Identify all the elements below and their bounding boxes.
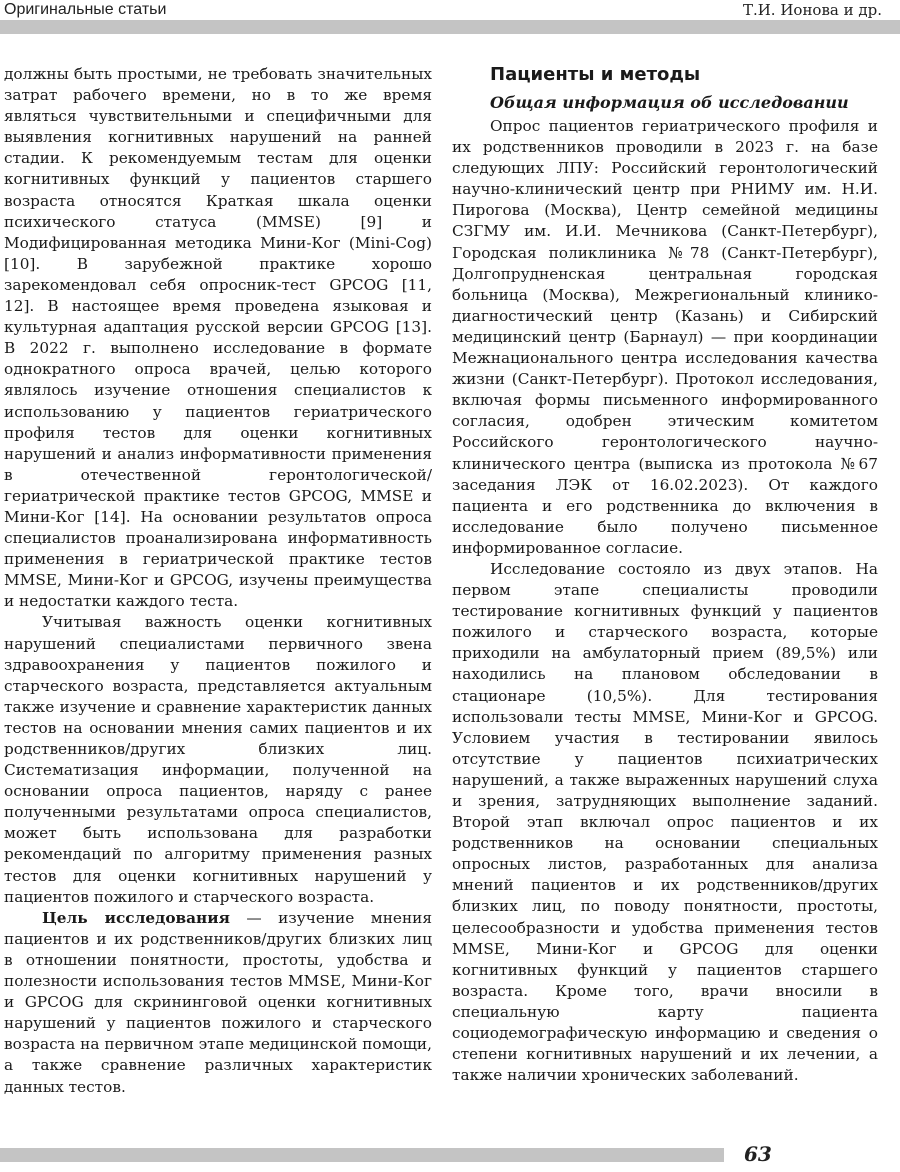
section-title: Пациенты и методы: [490, 64, 701, 85]
paragraph: должны быть простыми, не требовать значительных затрат рабочего времени, но в то же время являться чувствительными и специфичными для выявления когнитивных нарушений на ранней стадии. К рекомендуемым тестам для оценки когнитивных функций у пациентов старшего возраста относятся Краткая шкала оценки психического статуса (MMSE) [9] и Модифицированная методика Мини-Ког (Mini-Cog) [10]. В зарубежной практике хорошо зарекомендовал себя опросник-тест GPCOG [11, 12]. В настоящее время проведена языковая и культурная адаптация русской версии GPCOG [13]. В 2022 г. выполнено исследование в формате однократного опроса врачей, целью которого являлось изучение отношения специалистов к использованию у пациентов гериатрического профиля тестов для оценки когнитивных нарушений и анализ информативности применения в отечественной геронтологической/гериатрической практике тестов GPCOG, MMSE и Мини-Ког [14]. На основании результатов опроса специалистов проанализирована информативность применения в гериатрической практике тестов MMSE, Мини-Ког и GPCOG, изучены преимущества и недостатки каждого теста.: [4, 65, 432, 611]
header-bar: [0, 20, 900, 34]
footer-bar: [0, 1148, 724, 1162]
aim-text: — изучение мнения пациентов и их родственников/других близких лиц в отношении понятности, простоты, удобства и полезности использования тестов MMSE, Мини-Ког и GPCOG для скрининговой оценки когнитивных нарушений у пациентов пожилого и старческого возраста на первичном этапе медицинской помощи, а также сравнение различных характеристик данных тестов.: [4, 908, 432, 1096]
paragraph: Опрос пациентов гериатрического профиля и их родственников проводили в 2023 г. на базе следующих ЛПУ: Российский геронтологический научно-клинический центр при РНИМУ им. Н.И. Пирогова (Москва), Центр семейной медицины СЗГМУ им. И.И. Мечникова (Санкт-Петербург), Городская поликлиника №78 (Санкт-Петербург), Долгопрудненская центральная городская больница (Москва), Межрегиональный клинико-диагностический центр (Казань) и Сибирский медицинский центр (Барнаул) — при координации Межнационального центра исследования качества жизни (Санкт-Петербург). Протокол исследования, включая формы письменного информированного согласия, одобрен этическим комитетом Российского геронтологического научно-клинического центра (выписка из протокола №67 заседания ЛЭК от 16.02.2023). От каждого пациента и его родственника до включения в исследование было получено письменное информированное согласие.: [452, 117, 878, 557]
paragraph: Учитывая важность оценки когнитивных нарушений специалистами первичного звена здравоохранения у пациентов пожилого и старческого возраста, представляется актуальным также изучение и сравнение характеристик данных тестов на основании мнения самих пациентов и их родственников/других близких лиц. Систематизация информации, полученной на основании опроса пациентов, наряду с ранее полученными результатами опроса специалистов, может быть использована для разработки рекомендаций по алгоритму применения разных тестов для оценки когнитивных нарушений у пациентов пожилого и старческого возраста.: [4, 613, 432, 906]
aim-lead: Цель исследования: [42, 908, 230, 927]
subsection-title: Общая информация об исследовании: [490, 93, 849, 112]
running-header-section: Оригинальные статьи: [4, 0, 172, 20]
paragraph-aim: [4, 908, 432, 1098]
right-column: [452, 62, 878, 1086]
page-number: 63: [744, 1142, 772, 1166]
paragraph: Исследование состояло из двух этапов. На первом этапе специалисты проводили тестирование когнитивных функций у пациентов пожилого и старческого возраста, которые приходили на амбулаторный прием (89,5%) или находились на плановом обследовании в стационаре (10,5%). Для тестирования использовали тесты MMSE, Мини-Ког и GPCOG. Условием участия в тестировании явилось отсутствие у пациентов психиатрических нарушений, а также выраженных нарушений слуха и зрения, затрудняющих выполнение заданий. Второй этап включал опрос пациентов и их родственников на основании специальных опросных листов, разработанных для анализа мнений пациентов и их родственников/других близких лиц, по поводу понятности, простоты, целесообразности и удобства применения тестов MMSE, Мини-Ког и GPCOG для оценки когнитивных функций у пациентов старшего возраста. Кроме того, врачи вносили в специальную карту пациента социодемографическую информацию и сведения о степени когнитивных нарушений и их лечении, а также наличии хронических заболеваний.: [452, 559, 878, 1085]
running-header-authors: Т.И. Ионова и др.: [737, 0, 882, 20]
left-column: [4, 64, 432, 1098]
